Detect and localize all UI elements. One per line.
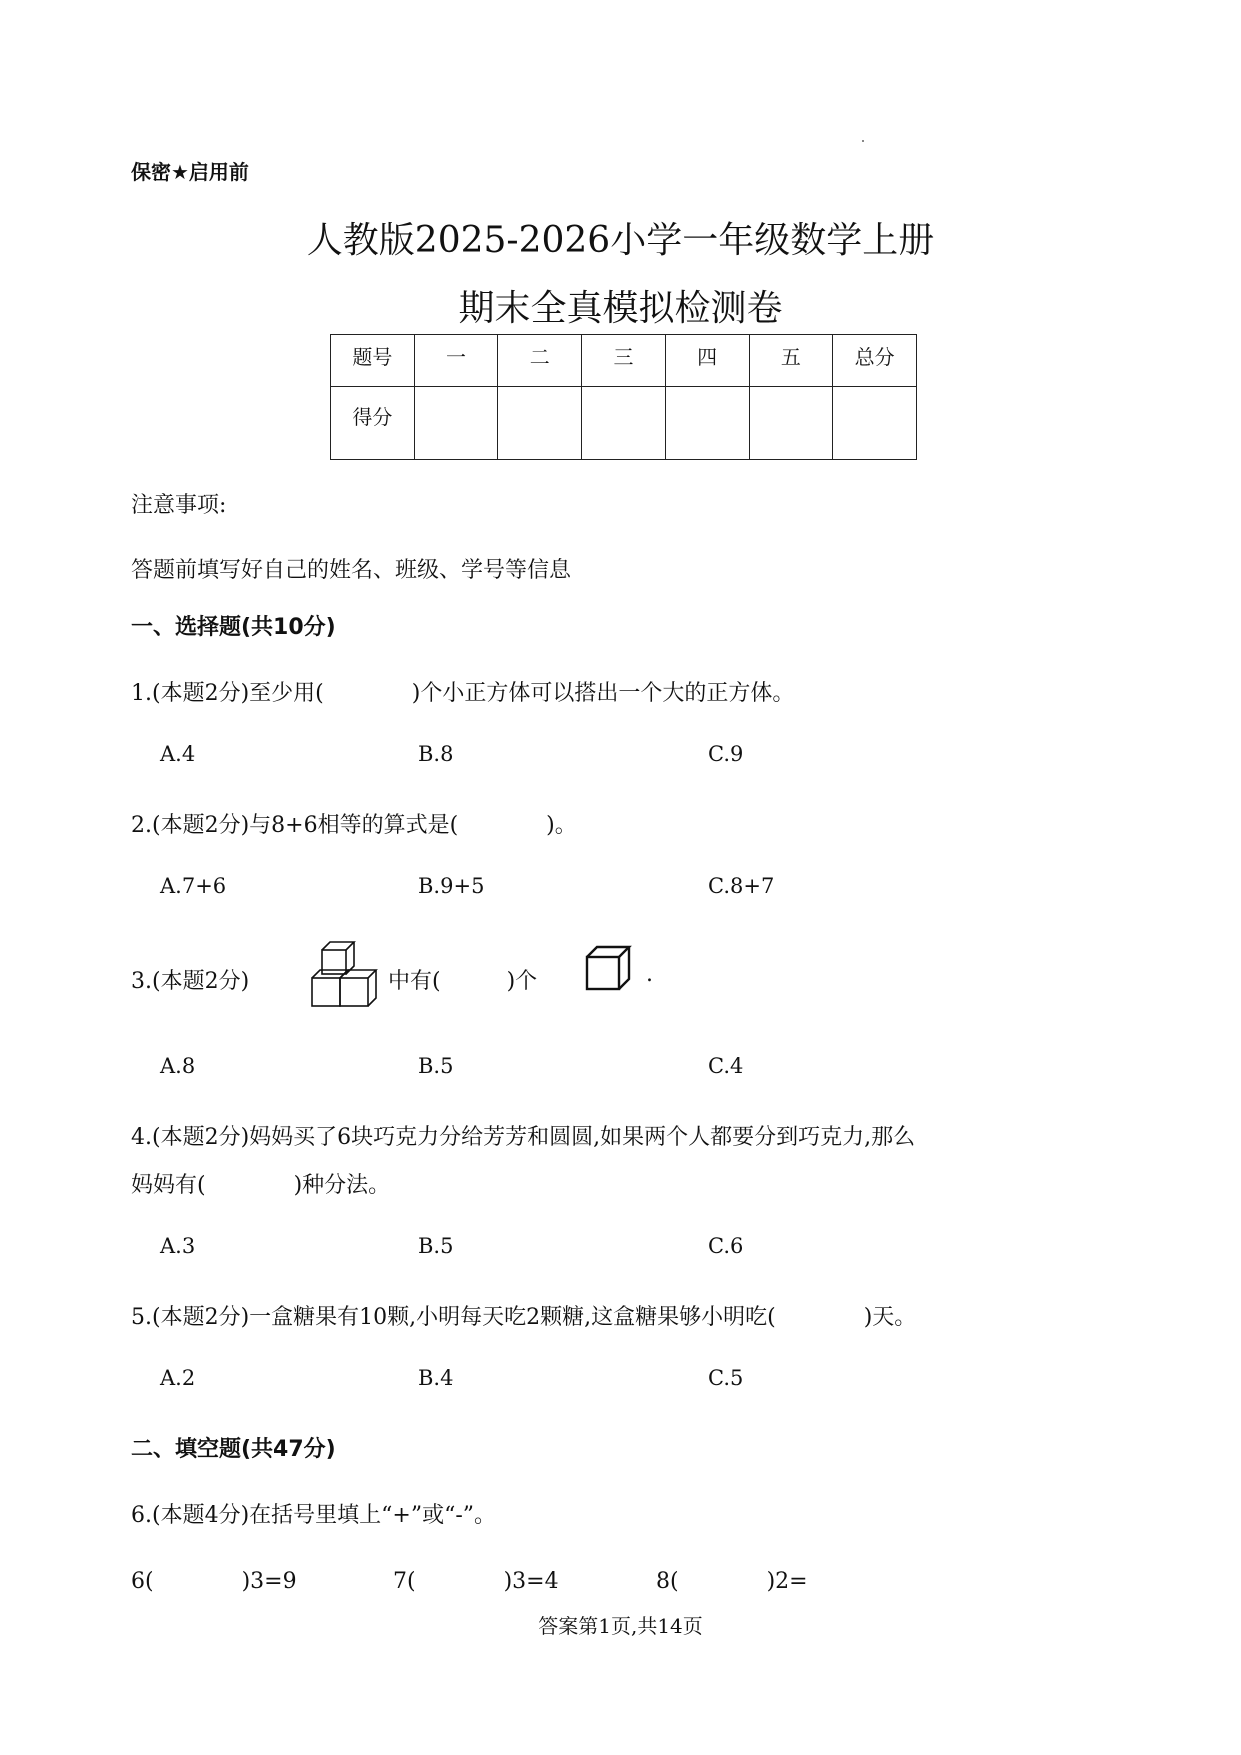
stacked-cubes-icon — [310, 938, 380, 1018]
question-text-middle: 中有( )个 — [388, 969, 538, 994]
score-entry-cell[interactable] — [833, 387, 917, 460]
equation: 8( )2= — [656, 1569, 808, 1594]
option-c: C.5 — [708, 1366, 744, 1390]
option-c: C.8+7 — [708, 874, 775, 898]
score-cell: 四 — [665, 335, 749, 387]
section-heading: 一、选择题(共10分) — [131, 615, 336, 640]
score-entry-cell[interactable] — [582, 387, 666, 460]
option-a: A.7+6 — [160, 874, 227, 898]
section-heading: 二、填空题(共47分) — [131, 1437, 336, 1462]
option-b: B.9+5 — [418, 874, 485, 898]
question-text-suffix: . — [646, 962, 653, 987]
confidential-label: 保密★启用前 — [131, 160, 249, 184]
question-text: 4.(本题2分)妈妈买了6块巧克力分给芳芳和圆圆,如果两个人都要分到巧克力,那么 — [131, 1125, 916, 1150]
score-entry-cell[interactable] — [749, 387, 833, 460]
question-text: 6.(本题4分)在括号里填上“+”或“-”。 — [131, 1503, 497, 1528]
exam-subtitle: 期末全真模拟检测卷 — [458, 288, 783, 329]
option-a: A.4 — [160, 742, 196, 766]
score-entry-cell[interactable] — [498, 387, 582, 460]
question-text: 1.(本题2分)至少用( )个小正方体可以搭出一个大的正方体。 — [131, 681, 795, 706]
score-table-header-row — [331, 335, 917, 387]
score-table — [330, 334, 917, 460]
option-c: C.6 — [708, 1234, 744, 1258]
option-b: B.8 — [418, 742, 454, 766]
option-b: B.5 — [418, 1234, 454, 1258]
question-text: 3.(本题2分) — [131, 969, 250, 994]
score-entry-cell[interactable] — [665, 387, 749, 460]
option-a: A.3 — [160, 1234, 196, 1258]
question-text: 5.(本题2分)一盒糖果有10颗,小明每天吃2颗糖,这盒糖果够小明吃( )天。 — [131, 1305, 917, 1330]
score-cell: 三 — [582, 335, 666, 387]
single-cube-icon — [584, 944, 634, 994]
score-cell: 总分 — [833, 335, 917, 387]
option-a: A.2 — [160, 1366, 196, 1390]
question-text: 2.(本题2分)与8+6相等的算式是( )。 — [131, 813, 577, 838]
score-cell: 题号 — [331, 335, 415, 387]
score-cell: 二 — [498, 335, 582, 387]
option-c: C.9 — [708, 742, 744, 766]
option-a: A.8 — [160, 1054, 196, 1078]
option-b: B.5 — [418, 1054, 454, 1078]
page-footer: 答案第1页,共14页 — [538, 1614, 703, 1638]
option-b: B.4 — [418, 1366, 454, 1390]
score-table-score-row — [331, 387, 917, 460]
notice-heading: 注意事项: — [131, 493, 227, 518]
score-entry-cell[interactable] — [414, 387, 498, 460]
exam-title: 人教版2025-2026小学一年级数学上册 — [306, 220, 935, 261]
equation: 7( )3=4 — [393, 1569, 559, 1594]
score-cell: 得分 — [331, 387, 415, 460]
option-c: C.4 — [708, 1054, 744, 1078]
stray-dot — [862, 140, 864, 142]
question-text-line2: 妈妈有( )种分法。 — [131, 1173, 391, 1198]
equation: 6( )3=9 — [131, 1569, 297, 1594]
notice-text: 答题前填写好自己的姓名、班级、学号等信息 — [131, 558, 572, 583]
score-cell: 一 — [414, 335, 498, 387]
score-cell: 五 — [749, 335, 833, 387]
